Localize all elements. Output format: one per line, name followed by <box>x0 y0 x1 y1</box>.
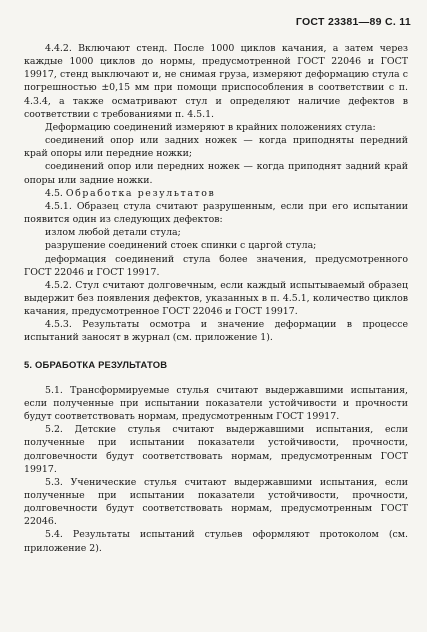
paragraph-5-1: 5.1. Трансформируемые стулья считают выдержавшими испытания, если полученные при испытании показатели устойчивости и прочности будут соответствовать нормам, предусмотренным ГОСТ 19917. <box>24 384 408 423</box>
defect-item-3: деформация соединений стула более значения, предусмотренного ГОСТ 22046 и ГОСТ 19917. <box>24 253 408 278</box>
paragraph-4-5-1: 4.5.1. Образец стула считают разрушенным, если при его испытании появится один из следующих дефектов: <box>24 200 408 226</box>
paragraph-4-5-3: 4.5.3. Результаты осмотра и значение деформации в процессе испытаний заносят в журнал (см. приложение 1). <box>24 319 408 344</box>
defect-item-1: излом любой детали стула; <box>45 227 181 239</box>
page-body <box>24 42 408 555</box>
paragraph-4-5-2: 4.5.2. Стул считают долговечным, если каждый испытываемый образец выдержит без появления дефектов, указанных в п. 4.5.1, количество циклов качания, предусмотренное ГОСТ 22046 и ГОСТ 19917. <box>24 279 408 318</box>
spacer <box>24 371 408 384</box>
section-5-title: 5. ОБРАБОТКА РЕЗУЛЬТАТОВ <box>24 358 168 370</box>
defect-item-2: разрушение соединений стоек спинки с царгой стула; <box>45 240 317 252</box>
paragraph-5-2: 5.2. Детские стулья считают выдержавшими испытания, если полученные при испытании показатели устойчивости, прочности, долговечности будут соответствовать нормам, предусмотренным ГОСТ 19917. <box>24 424 408 475</box>
paragraph-deformation: Деформацию соединений измеряют в крайних положениях стула: <box>45 121 376 133</box>
running-head: ГОСТ 23381—89 С. 11 <box>295 16 411 28</box>
subsection-4-5-heading <box>24 187 408 200</box>
paragraph-5-4: 5.4. Результаты испытаний стульев оформляют протоколом (см. приложение 2). <box>24 529 408 554</box>
subsection-4-5-number: 4.5. <box>45 187 63 199</box>
paragraph-5-3: 5.3. Ученические стулья считают выдержавшими испытания, если полученные при испытании показатели устойчивости, прочности, долговечности будут соответствовать нормам, предусмотренным ГОСТ 22046. <box>24 476 408 528</box>
spacer <box>24 345 408 358</box>
subsection-4-5-title: Обработка результатов <box>65 187 216 199</box>
paragraph-deformation-rear: соединений опор или задних ножек — когда приподняты передний край опоры или передние ножки; <box>24 135 408 160</box>
paragraph-4-4-2: 4.4.2. Включают стенд. После 1000 циклов качания, а затем через каждые 1000 циклов до нормы, предусмотренной ГОСТ 22046 и ГОСТ 19917, стенд выключают и, не снимая груза, измеряют деформацию стула с погрешностью ±0,15 мм при помощи приспособления в соответствии с п. 4.3.4, а также осматривают стул и определяют наличие дефектов в соответствии с требованиями п. 4.5.1. <box>24 43 408 120</box>
paragraph-deformation-front: соединений опор или передних ножек — когда приподнят задний край опоры или задние ножки. <box>24 161 408 186</box>
